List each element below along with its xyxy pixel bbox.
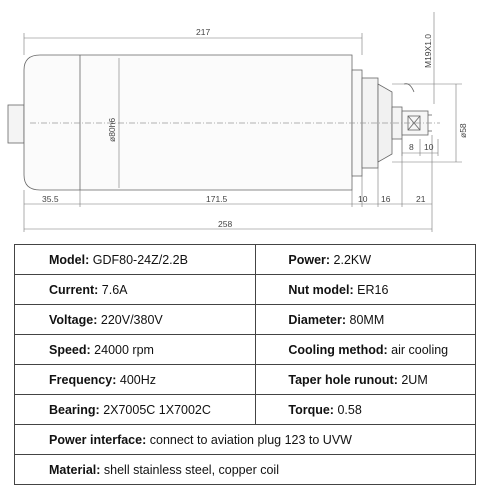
dim-35-5: 35.5 [42,194,59,204]
dim-flange-diameter: ø58 [458,123,468,138]
spec-value: 7.6A [101,282,128,297]
spec-label: Material: [49,462,101,477]
spec-label: Torque: [288,402,334,417]
spec-value: shell stainless steel, copper coil [103,462,279,477]
table-row [15,305,476,335]
spec-label: Frequency: [49,372,117,387]
spec-label: Current: [49,282,99,297]
spec-cell [15,245,256,275]
spec-value: 2UM [401,372,428,387]
spec-value: 0.58 [337,402,362,417]
spec-label: Power: [288,252,331,267]
spec-cell [256,245,476,275]
dim-10: 10 [358,194,368,204]
spindle-body-shape [24,55,352,190]
spec-cell-full [15,455,476,485]
spec-cell [256,365,476,395]
spec-label: Bearing: [49,402,100,417]
dim-10-nut: 10 [424,142,434,152]
spec-label: Model: [49,252,90,267]
spec-label: Cooling method: [288,342,388,357]
spec-cell [256,305,476,335]
spec-label: Taper hole runout: [288,372,398,387]
aviation-plug-shape [8,105,24,143]
dim-thread: M19X1.0 [423,33,433,68]
table-row [15,275,476,305]
dim-21: 21 [416,194,426,204]
dim-217: 217 [196,27,211,37]
spec-value: 2.2KW [333,252,372,267]
dim-body-diameter: ø80h6 [107,117,117,142]
spec-label: Power interface: [49,432,147,447]
spec-value: 80MM [349,312,385,327]
spec-label: Speed: [49,342,91,357]
spec-label: Voltage: [49,312,98,327]
spec-cell [15,305,256,335]
spec-cell-full [15,425,476,455]
spindle-technical-drawing [0,0,488,236]
spec-cell [15,365,256,395]
spec-cell [15,335,256,365]
spec-value: 2X7005C 1X7002C [103,402,211,417]
table-row [15,335,476,365]
spec-label: Diameter: [288,312,347,327]
table-row [15,455,476,485]
spec-value: connect to aviation plug 123 to UVW [149,432,352,447]
dim-8: 8 [409,142,414,152]
dim-258: 258 [218,219,233,229]
spec-value: 24000 rpm [94,342,154,357]
spec-value: 400Hz [119,372,157,387]
spec-cell [256,395,476,425]
table-row [15,365,476,395]
spec-cell [256,275,476,305]
spec-cell [256,335,476,365]
spec-cell [15,275,256,305]
table-row [15,395,476,425]
spec-value: air cooling [391,342,449,357]
table-row [15,425,476,455]
table-row [15,245,476,275]
spec-table [14,244,476,485]
spec-cell [15,395,256,425]
dim-171-5: 171.5 [206,194,228,204]
dim-16: 16 [381,194,391,204]
spec-value: 220V/380V [100,312,163,327]
spec-value: GDF80-24Z/2.2B [92,252,188,267]
spec-label: Nut model: [288,282,354,297]
spec-value: ER16 [357,282,389,297]
